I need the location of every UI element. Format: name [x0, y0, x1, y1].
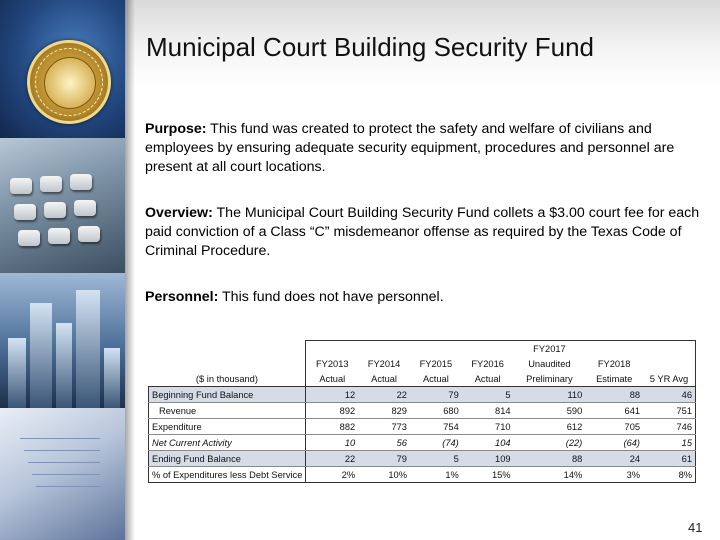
fund-summary-table-container [148, 340, 696, 491]
row-label: Beginning Fund Balance [149, 387, 306, 403]
table-cell: 5 [462, 387, 514, 403]
overview-label: Overview: [145, 205, 213, 221]
header-cell: Preliminary [514, 371, 586, 387]
row-label: Expenditure [149, 419, 306, 435]
header-row-top [149, 341, 696, 357]
row-label: % of Expenditures less Debt Service [149, 467, 306, 483]
header-cell: Unaudited [528, 358, 571, 369]
header-cell: Actual [462, 371, 514, 387]
building [76, 290, 100, 408]
table-cell: 15 [643, 435, 695, 451]
header-cell [358, 341, 410, 357]
city-seal-icon [27, 40, 111, 124]
table-cell: 829 [358, 403, 410, 419]
overview-section [145, 204, 700, 261]
table-cell: 10% [358, 467, 410, 483]
table-cell: 24 [585, 451, 643, 467]
table-cell: 641 [585, 403, 643, 419]
table-cell: 79 [410, 387, 462, 403]
table-cell: 8% [643, 467, 695, 483]
building [56, 323, 72, 408]
slide-title: Municipal Court Building Security Fund [146, 32, 594, 62]
header-cell: 5 YR Avg [643, 371, 695, 387]
table-cell: 10 [306, 435, 358, 451]
table-cell: 104 [462, 435, 514, 451]
table-cell: (74) [410, 435, 462, 451]
table-cell: 612 [514, 419, 586, 435]
calculator-key [18, 230, 40, 246]
personnel-section [145, 288, 700, 307]
row-label: Net Current Activity [149, 435, 306, 451]
building [8, 338, 26, 408]
table-cell: 746 [643, 419, 695, 435]
building [104, 348, 120, 408]
header-cell: FY2018 [597, 358, 631, 369]
table-cell: 110 [514, 387, 586, 403]
header-cell [643, 356, 695, 371]
header-cell [585, 341, 643, 357]
units-label: ($ in thousand) [149, 371, 306, 387]
page-number: 41 [688, 520, 703, 535]
header-cell: FY2013 [306, 356, 358, 371]
table-cell: 56 [358, 435, 410, 451]
personnel-text: This fund does not have personnel. [218, 289, 444, 305]
table-cell: 882 [306, 419, 358, 435]
table-cell: 3% [585, 467, 643, 483]
table-cell: 1% [410, 467, 462, 483]
calculator-key [74, 200, 96, 216]
table-cell: 710 [462, 419, 514, 435]
table-cell: 15% [462, 467, 514, 483]
overview-text: The Municipal Court Building Security Fund collets a $3.00 court fee for each paid conviction of a Class “C” misdemeanor offense as required by the Texas Code of Criminal Procedure. [145, 205, 700, 259]
table-cell: 773 [358, 419, 410, 435]
table-cell: 754 [410, 419, 462, 435]
header-cell: Estimate [585, 371, 643, 387]
table-row-expenditure-pct [149, 467, 696, 483]
calculator-key [44, 202, 66, 218]
calculator-key [48, 228, 70, 244]
row-label: Revenue [149, 403, 306, 419]
header-cell: Actual [358, 371, 410, 387]
strip-shadow [125, 0, 135, 540]
paper-document-photo [0, 408, 125, 540]
left-image-strip [0, 0, 125, 540]
table-cell: 46 [643, 387, 695, 403]
table-cell: (22) [514, 435, 586, 451]
table-cell: 12 [306, 387, 358, 403]
header-cell: FY2017 [514, 341, 586, 357]
table-cell: 705 [585, 419, 643, 435]
header-cell [149, 341, 306, 357]
personnel-label: Personnel: [145, 289, 219, 305]
table-cell: 680 [410, 403, 462, 419]
paper-line [24, 450, 100, 451]
table-cell: 88 [514, 451, 586, 467]
table-cell: 2% [306, 467, 358, 483]
table-row-ending-balance [149, 451, 696, 467]
fund-summary-table [148, 340, 696, 483]
header-cell [643, 341, 695, 357]
purpose-section [145, 120, 700, 177]
table-cell: 814 [462, 403, 514, 419]
calculator-key [10, 178, 32, 194]
header-cell [410, 341, 462, 357]
seal-panel [0, 0, 125, 138]
building [30, 303, 52, 408]
paper-line [28, 462, 100, 463]
table-row-net-current-activity [149, 435, 696, 451]
header-cell [462, 341, 514, 357]
row-label: Ending Fund Balance [149, 451, 306, 467]
table-cell: 590 [514, 403, 586, 419]
header-cell: Actual [410, 371, 462, 387]
table-cell: 22 [358, 387, 410, 403]
header-cell: FY2016 [471, 358, 504, 369]
table-row-expenditure [149, 419, 696, 435]
table-row-beginning-balance [149, 387, 696, 403]
header-cell: FY2014 [367, 358, 401, 369]
city-skyline-photo [0, 273, 125, 408]
paper-line [32, 474, 100, 475]
purpose-text: This fund was created to protect the safety and welfare of civilians and employees by ensuring adequate security equipment, procedures and personnel are present at all court locations. [145, 121, 675, 175]
table-cell: 61 [643, 451, 695, 467]
table-cell: 892 [306, 403, 358, 419]
header-row-bottom [149, 371, 696, 387]
table-cell: (64) [585, 435, 643, 451]
calculator-key [40, 176, 62, 192]
table-cell: 5 [410, 451, 462, 467]
table-row-revenue [149, 403, 696, 419]
header-cell: FY2015 [419, 358, 453, 369]
paper-line [20, 438, 100, 439]
calculator-key [70, 174, 92, 190]
seal-center [44, 57, 96, 109]
table-cell: 79 [358, 451, 410, 467]
table-cell: 109 [462, 451, 514, 467]
calculator-key [14, 204, 36, 220]
table-cell: 751 [643, 403, 695, 419]
header-row-mid [149, 356, 696, 371]
header-cell [149, 356, 306, 371]
table-cell: 22 [306, 451, 358, 467]
table-cell: 88 [585, 387, 643, 403]
header-cell [306, 341, 358, 357]
calculator-photo [0, 138, 125, 273]
table-cell: 14% [514, 467, 586, 483]
calculator-key [78, 226, 100, 242]
header-cell: Actual [306, 371, 358, 387]
purpose-label: Purpose: [145, 121, 207, 137]
paper-line [36, 486, 100, 487]
